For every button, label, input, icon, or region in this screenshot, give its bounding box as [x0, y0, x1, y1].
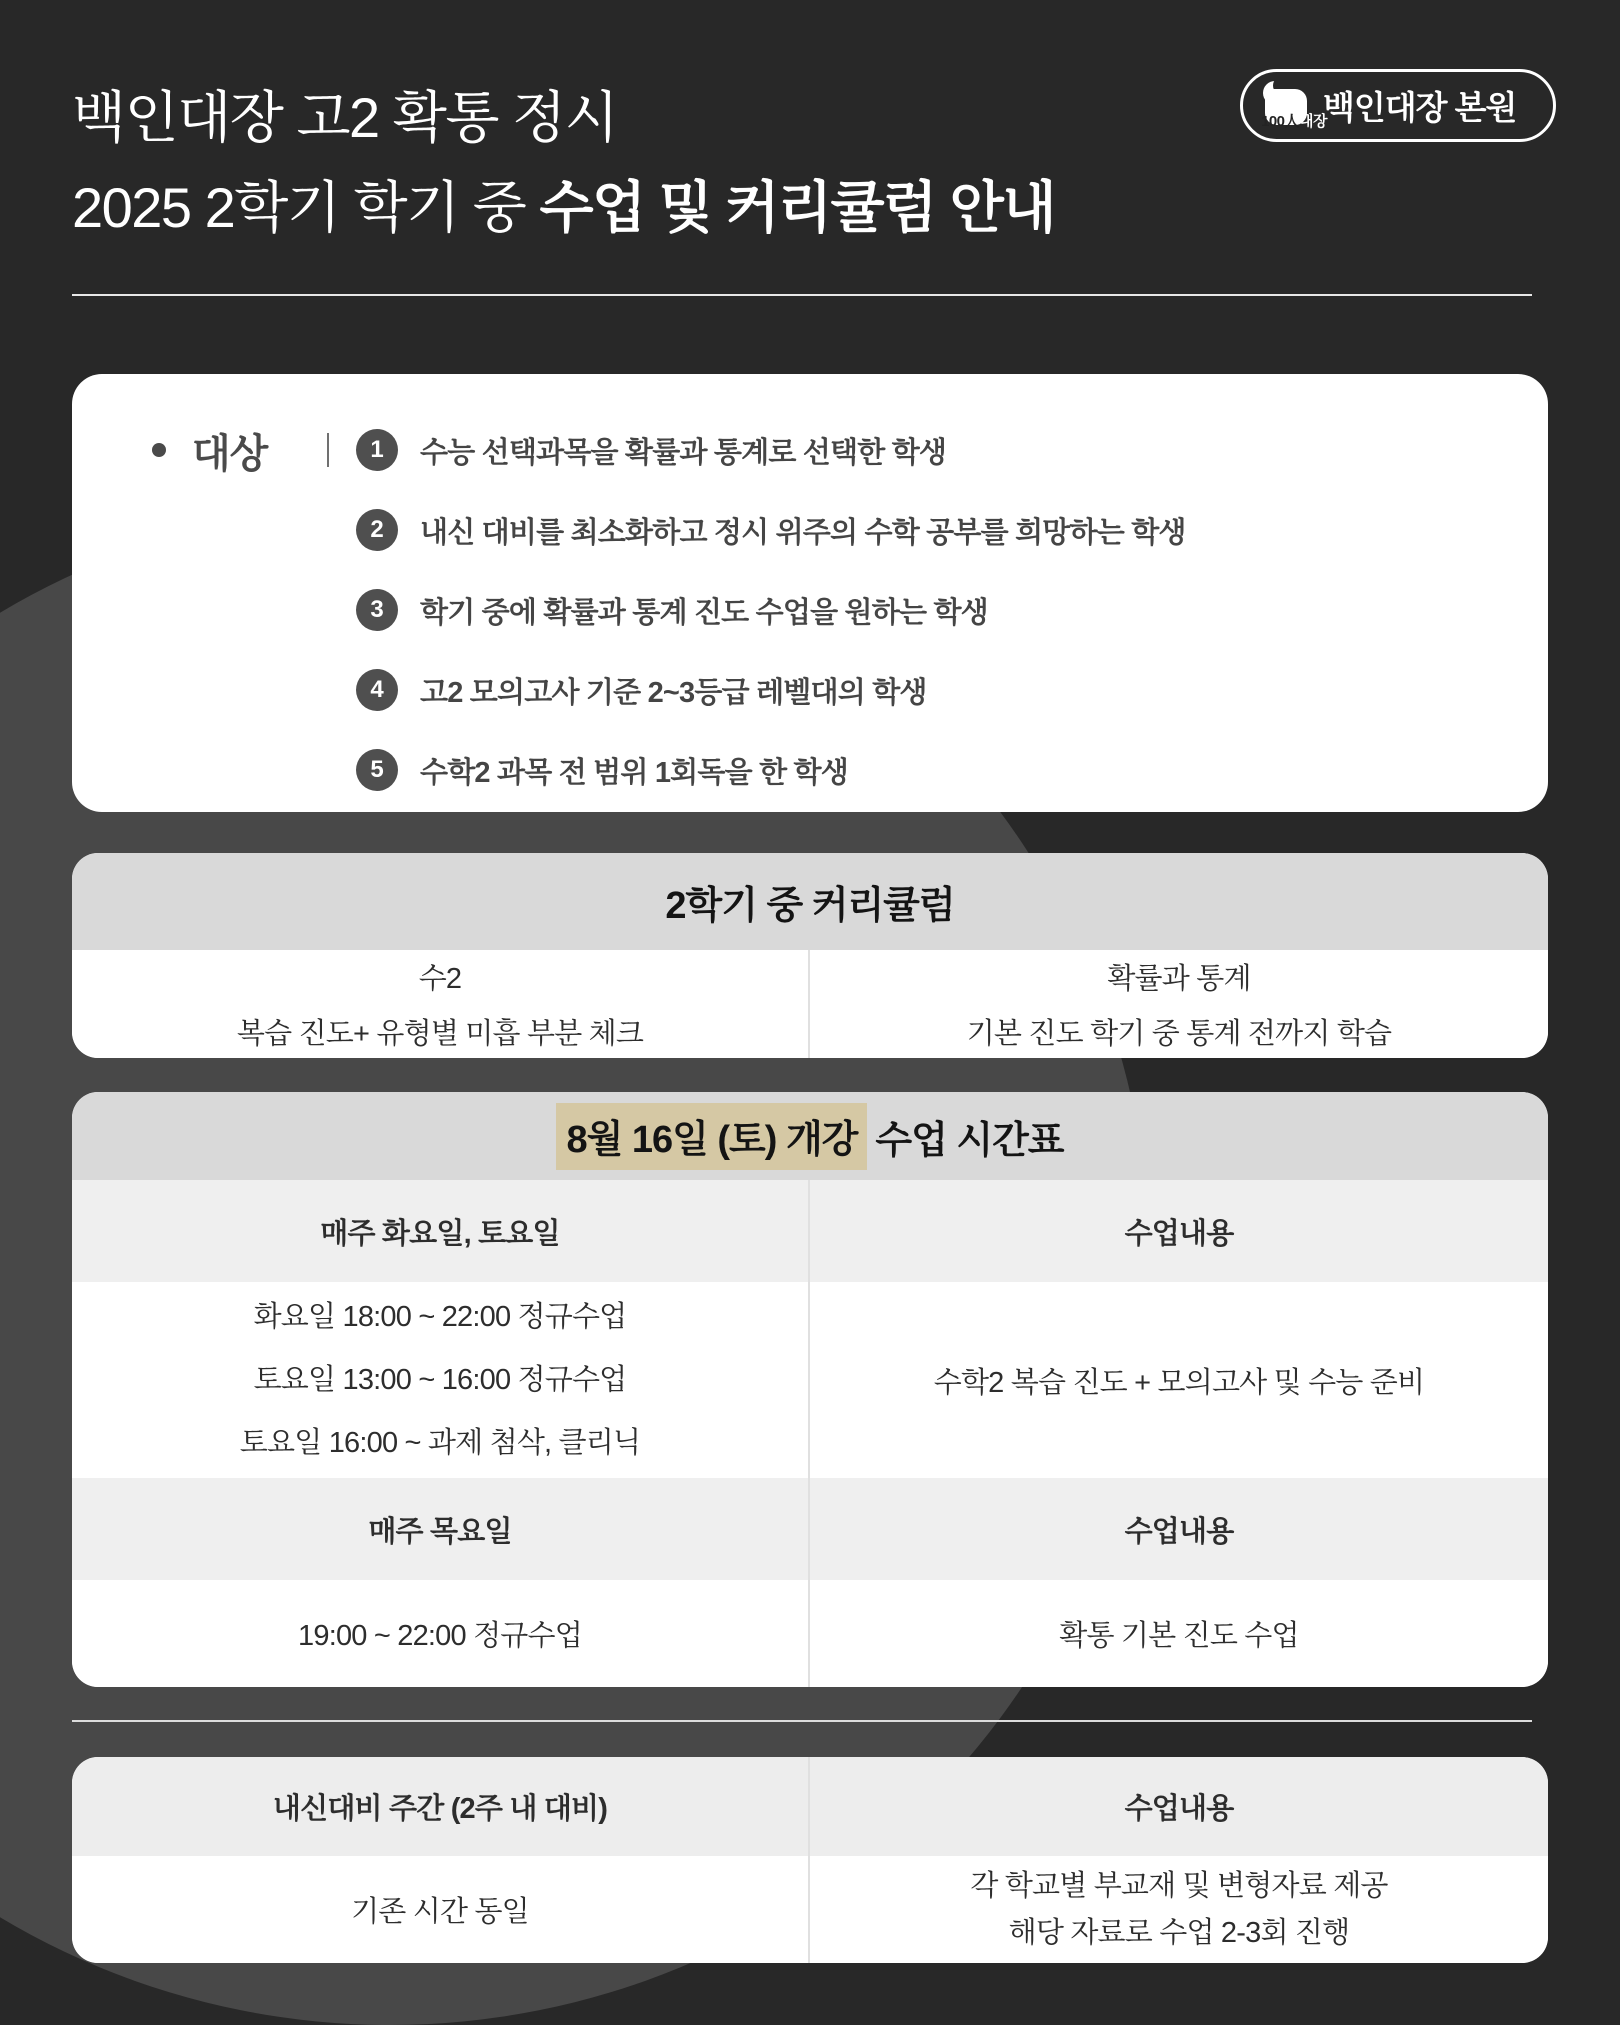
brand-logo-icon: [1261, 83, 1328, 130]
timetable-content-1: 수학2 복습 진도 + 모의고사 및 수능 준비: [933, 1366, 1425, 1399]
audience-item-list: [356, 410, 1186, 810]
timetable-row-days-1: [72, 1180, 1548, 1282]
timetable-row-days-2: [72, 1478, 1548, 1580]
timetable-content-header-1: 수업내용: [1124, 1217, 1234, 1250]
bullet-dot: [152, 443, 166, 457]
number-badge: 1: [356, 429, 398, 471]
audience-item-text: 수학2 과목 전 범위 1회독을 한 학생: [420, 756, 848, 789]
exam-week-body-left: 기존 시간 동일: [72, 1856, 810, 1963]
title-line-1: 백인대장 고2 확통 정시: [72, 86, 618, 149]
curriculum-table-body: [72, 950, 1548, 1058]
exam-week-header-right: 수업내용: [1124, 1793, 1234, 1825]
audience-item-text: 고2 모의고사 기준 2~3등급 레벨대의 학생: [420, 676, 927, 709]
number-badge: 2: [356, 509, 398, 551]
curriculum-right-title: 확률과 통계: [1107, 963, 1251, 995]
audience-header: [152, 410, 329, 490]
number-badge: 3: [356, 589, 398, 631]
curriculum-right-desc: 기본 진도 학기 중 통계 전까지 학습: [966, 1018, 1392, 1050]
audience-card: [72, 374, 1548, 812]
curriculum-left-title: 수2: [418, 963, 462, 995]
page-title: [72, 86, 1055, 240]
curriculum-cell-right: [810, 950, 1548, 1058]
timetable-days-1: 매주 화요일, 토요일: [72, 1180, 810, 1282]
number-badge: 5: [356, 749, 398, 791]
timetable-days-2: 매주 목요일: [72, 1478, 810, 1580]
timetable-row-schedule-1: [72, 1282, 1548, 1478]
timetable-content-header-2: 수업내용: [1124, 1515, 1234, 1548]
section-divider: [72, 1720, 1532, 1722]
title-line-2-regular: 2025 2학기 학기 중: [72, 176, 540, 239]
timetable-title-rest: 수업 시간표: [875, 1119, 1064, 1162]
curriculum-cell-left: [72, 950, 810, 1058]
audience-item-4: [356, 650, 1186, 730]
audience-item-1: [356, 410, 1186, 490]
audience-item-text: 내신 대비를 최소화하고 정시 위주의 수학 공부를 희망하는 학생: [420, 516, 1186, 549]
audience-item-text: 학기 중에 확률과 통계 진도 수업을 원하는 학생: [420, 596, 988, 629]
vertical-separator: [327, 433, 329, 467]
title-line-2-bold: 수업 및 커리큘럼 안내: [539, 176, 1055, 239]
timetable-content-2: 확통 기본 진도 수업: [1059, 1620, 1299, 1652]
curriculum-left-desc: 복습 진도+ 유형별 미흡 부분 체크: [236, 1018, 644, 1050]
timetable-row-schedule-2: [72, 1580, 1548, 1687]
title-divider: [72, 294, 1532, 296]
timetable-title: [72, 1092, 1548, 1180]
brand-badge-label: 백인대장 본원: [1323, 89, 1517, 126]
timetable-schedule-2: 19:00 ~ 22:00 정규수업: [72, 1580, 810, 1687]
timetable-schedule-1: 화요일 18:00 ~ 22:00 정규수업 토요일 13:00 ~ 16:00 정규수업 토요일 16:00 ~ 과제 첨삭, 클리닉: [72, 1282, 810, 1478]
exam-week-header-left: 내신대비 주간 (2주 내 대비): [72, 1757, 810, 1856]
audience-item-5: [356, 730, 1186, 810]
title-line-2: [72, 176, 1055, 240]
curriculum-table-title: 2학기 중 커리큘럼: [72, 853, 1548, 950]
number-badge: 4: [356, 669, 398, 711]
exam-week-header-row: [72, 1757, 1548, 1856]
exam-week-body-row: [72, 1856, 1548, 1963]
curriculum-table: [72, 853, 1548, 1058]
exam-week-body-right: 각 학교별 부교재 및 변형자료 제공 해당 자료로 수업 2-3회 진행: [970, 1869, 1388, 1949]
brand-badge: [1240, 69, 1556, 142]
exam-week-table: [72, 1757, 1548, 1963]
brand-logo-text: 100人대장: [1261, 112, 1328, 130]
timetable-title-highlight: 8월 16일 (토) 개강: [556, 1103, 867, 1170]
audience-item-3: [356, 570, 1186, 650]
audience-label: 대상: [192, 431, 268, 476]
audience-item-text: 수능 선택과목을 확률과 통계로 선택한 학생: [420, 436, 947, 469]
audience-item-2: [356, 490, 1186, 570]
timetable: [72, 1092, 1548, 1687]
